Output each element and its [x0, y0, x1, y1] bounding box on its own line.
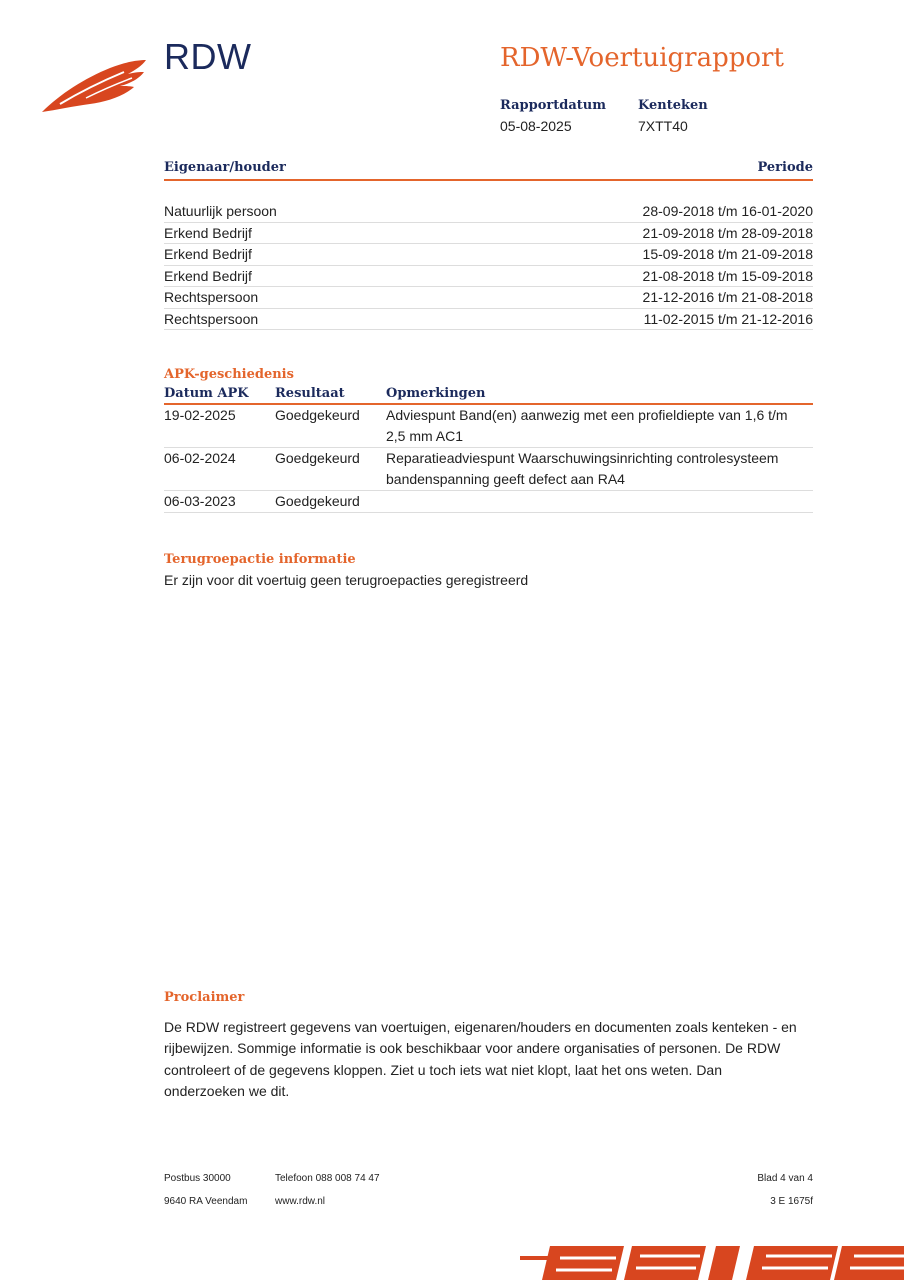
owner-type: Rechtspersoon	[164, 289, 259, 305]
footer-phone: Telefoon 088 008 74 47	[275, 1173, 380, 1184]
apk-remarks: Reparatieadviespunt Waarschuwingsinrichting controlesysteem bandenspanning geeft defect aan RA4	[386, 450, 779, 487]
table-row	[164, 223, 813, 245]
report-title: RDW-Voertuigrapport	[500, 43, 784, 73]
apk-section-title: APK-geschiedenis	[164, 367, 294, 382]
rdw-logo-icon	[40, 58, 150, 116]
apk-table-header	[164, 386, 813, 405]
table-row	[164, 266, 813, 288]
owner-column-header: Eigenaar/houder	[164, 160, 286, 175]
report-date-value: 05-08-2025	[500, 118, 572, 134]
owner-type: Erkend Bedrijf	[164, 246, 252, 262]
owner-table-header	[164, 160, 813, 181]
recall-section-title: Terugroepactie informatie	[164, 552, 356, 567]
owner-period: 15-09-2018 t/m 21-09-2018	[642, 246, 813, 262]
apk-date: 19-02-2025	[164, 407, 236, 423]
apk-remarks: Adviespunt Band(en) aanwezig met een profieldiepte van 1,6 t/m 2,5 mm AC1	[386, 407, 788, 444]
table-row	[164, 244, 813, 266]
footer-city: 9640 RA Veendam	[164, 1196, 248, 1207]
footer-website: www.rdw.nl	[275, 1196, 326, 1207]
apk-result: Goedgekeurd	[275, 493, 360, 509]
decorative-stripes-icon	[520, 1244, 904, 1280]
table-row	[164, 405, 813, 448]
owner-history-table	[164, 160, 813, 330]
table-row	[164, 309, 813, 331]
brand-name: RDW	[164, 36, 252, 77]
apk-date-column-header: Datum APK	[164, 386, 249, 401]
owner-type: Natuurlijk persoon	[164, 203, 277, 219]
footer-postbus: Postbus 30000	[164, 1173, 231, 1184]
recall-text: Er zijn voor dit voertuig geen terugroepacties geregistreerd	[164, 572, 529, 588]
owner-period: 21-09-2018 t/m 28-09-2018	[642, 224, 813, 241]
owner-period: 21-08-2018 t/m 15-09-2018	[642, 267, 813, 284]
proclaimer-text: De RDW registreert gegevens van voertuigen, eigenaren/houders en documenten zoals kenteken - en rijbewijzen. Sommige informatie is ook beschikbaar voor andere organisaties of personen. De RDW controleert of de gegevens kloppen. Ziet u toch iets wat niet klopt, laat het ons weten. Dan onderzoeken we dit.	[164, 1019, 797, 1099]
table-row	[164, 287, 813, 309]
apk-result: Goedgekeurd	[275, 407, 360, 423]
footer-page-number: Blad 4 van 4	[757, 1173, 813, 1184]
proclaimer-title: Proclaimer	[164, 990, 245, 1005]
owner-list	[164, 201, 813, 330]
apk-result: Goedgekeurd	[275, 450, 360, 466]
owner-type: Erkend Bedrijf	[164, 224, 252, 241]
apk-date: 06-02-2024	[164, 450, 236, 466]
owner-period: 11-02-2015 t/m 21-12-2016	[643, 310, 813, 327]
footer-document-code: 3 E 1675f	[770, 1196, 813, 1207]
owner-type: Erkend Bedrijf	[164, 267, 252, 284]
recall-section	[164, 552, 813, 591]
apk-history-table	[164, 367, 813, 513]
table-row	[164, 201, 813, 223]
apk-remarks	[386, 491, 813, 512]
plate-label: Kenteken	[638, 98, 708, 113]
proclaimer-section	[164, 990, 804, 1102]
apk-date: 06-03-2023	[164, 493, 236, 509]
report-date-label: Rapportdatum	[500, 98, 606, 113]
owner-type: Rechtspersoon	[164, 310, 259, 327]
apk-result-column-header: Resultaat	[275, 386, 345, 401]
table-row	[164, 448, 813, 491]
apk-remarks-column-header: Opmerkingen	[386, 386, 486, 401]
plate-value: 7XTT40	[638, 118, 688, 134]
period-column-header: Periode	[757, 160, 813, 175]
owner-period: 28-09-2018 t/m 16-01-2020	[642, 203, 813, 219]
table-row	[164, 491, 813, 513]
owner-period: 21-12-2016 t/m 21-08-2018	[642, 289, 813, 305]
